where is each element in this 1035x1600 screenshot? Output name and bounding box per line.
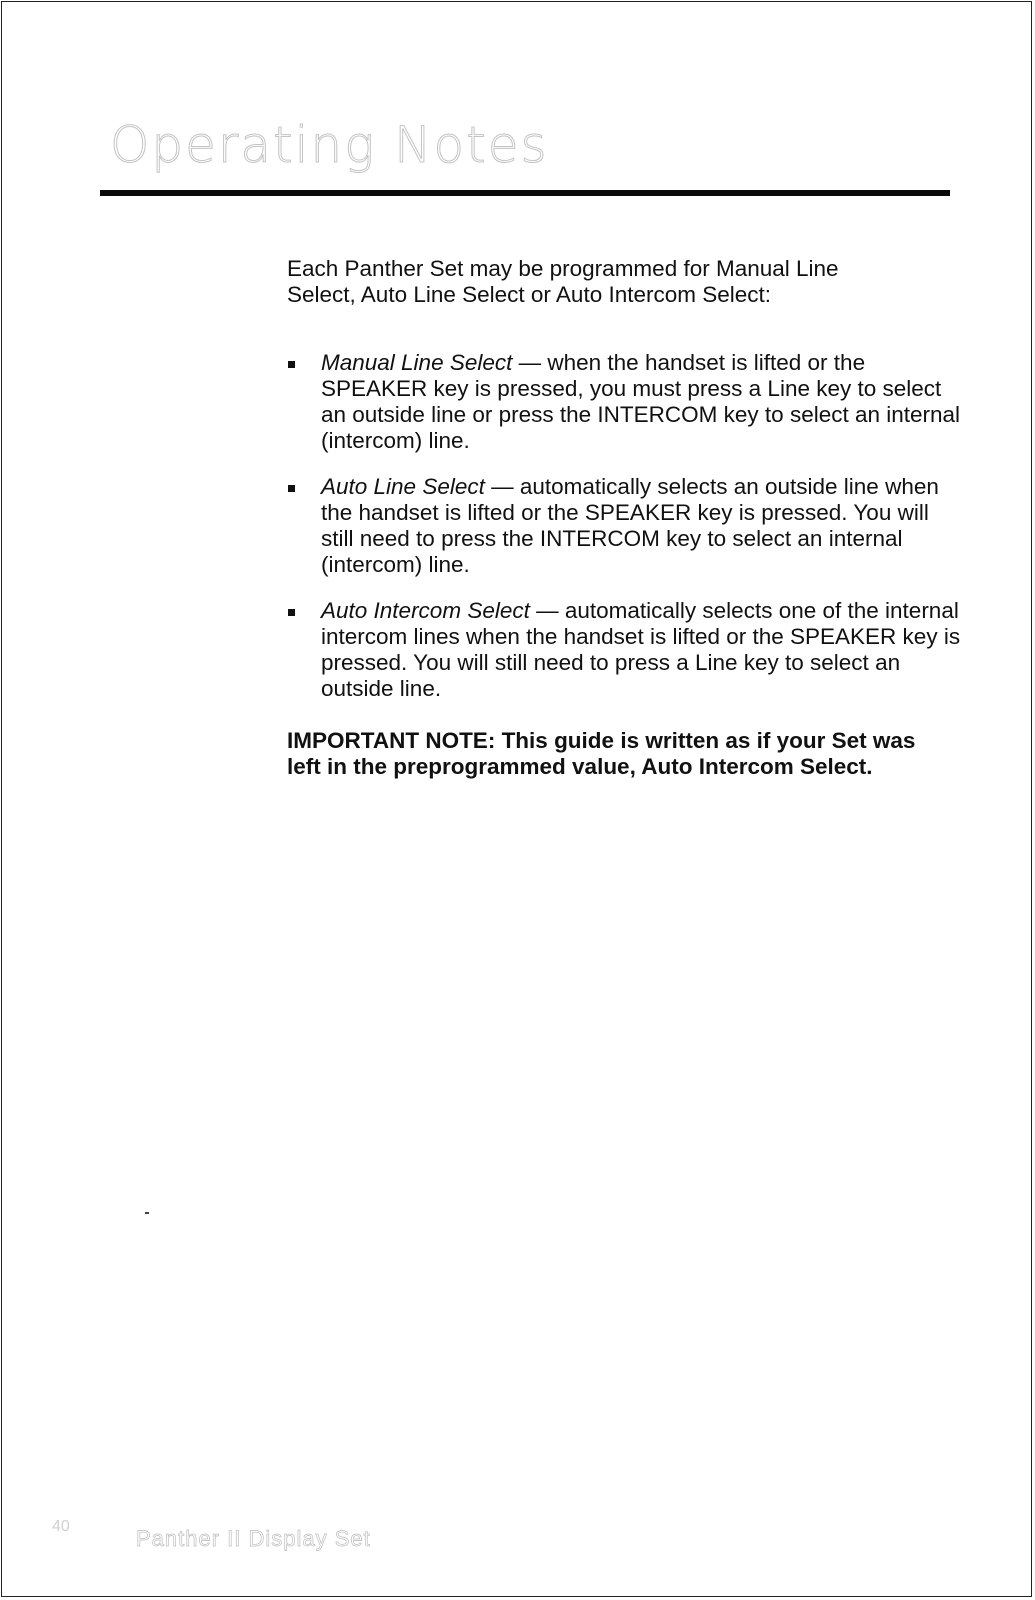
list-item [287, 598, 967, 702]
mode-list [287, 350, 967, 702]
bullet-icon [288, 609, 295, 616]
scan-speck [145, 1212, 149, 1214]
heading-rule [100, 190, 950, 196]
page-title: Operating Notes [110, 116, 549, 174]
footer-title: Panther II Display Set [136, 1526, 371, 1551]
list-item [287, 350, 967, 454]
bullet-icon [288, 485, 295, 492]
intro-paragraph: Each Panther Set may be programmed for Manual Line Select, Auto Line Select or Auto Intercom Select: [287, 256, 839, 307]
list-item [287, 474, 967, 578]
page-number: 40 [52, 1518, 70, 1535]
mode-description: — automatically selects one of the internal intercom lines when the handset is lifted or the SPEAKER key is pressed. You will still need to press a Line key to select an outside line. [321, 598, 961, 701]
main-content [287, 256, 967, 780]
mode-description: — automatically selects an outside line when the handset is lifted or the SPEAKER key is pressed. You will still need to press the INTERCOM key to select an internal (intercom) line. [321, 474, 939, 577]
mode-name-manual-line-select: Manual Line Select [321, 350, 513, 375]
mode-name-auto-intercom-select: Auto Intercom Select [321, 598, 530, 623]
mode-description: — when the handset is lifted or the SPEAKER key is pressed, you must press a Line key to select an outside line or press the INTERCOM key to select an internal (intercom) line. [321, 350, 961, 453]
page-border [1, 1, 1032, 1597]
mode-name-auto-line-select: Auto Line Select [321, 474, 485, 499]
bullet-icon [288, 361, 295, 368]
important-note: IMPORTANT NOTE: This guide is written as if your Set was left in the preprogrammed value, Auto Intercom Select. [287, 728, 916, 779]
